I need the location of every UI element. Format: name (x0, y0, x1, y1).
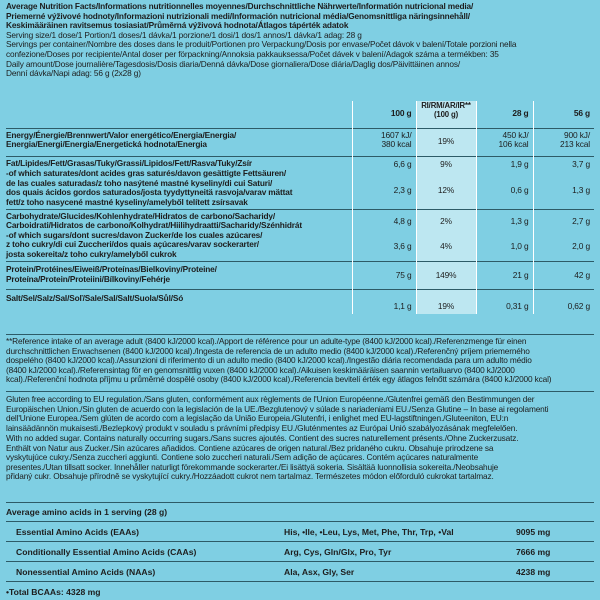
gluten-line: Europäischen Union./Sin gluten de acuerdo con la legislación de la UE./Bezglutenový v súlade s nariadeniami EU./Senza Glutine – In base ai regolamenti (6, 404, 549, 414)
eaa-acids: His, •Ile, •Leu, Lys, Met, Phe, Thr, Trp, •Val (284, 526, 454, 537)
col-28g: 28 g (476, 101, 533, 128)
serving-line-2: Servings per container/Nombre des doses dans le produit/Portionen pro Verpackung/Dosis por envase/Počet dávok v balení/Totale porzioni nella (6, 39, 517, 50)
salt-28g: 0,31 g (476, 290, 533, 314)
nutrition-header (6, 2, 594, 94)
col-100g: 100 g (352, 101, 416, 128)
nutrition-table (6, 101, 594, 314)
salt-100g: 1,1 g (352, 290, 416, 314)
col-ri: RI/RM/AR/IR** (100 g) (416, 101, 476, 128)
serving-line-1: Serving size/1 dose/1 Portion/1 doses/1 dávka/1 porzione/1 dosi/1 dos/1 annos/1 dávka/1 adag: 28 g (6, 29, 362, 40)
divider (6, 334, 594, 335)
col-56g: 56 g (533, 101, 594, 128)
reference-footnote (6, 337, 594, 385)
gluten-line: Gluten free according to EU regulation./Sans gluten, conformément aux règlements de l'Union Européenne./Glutenfrei gemäß den Bestimmungen der (6, 395, 535, 404)
saturates-56g: 1,3 g (533, 169, 594, 209)
reference-line: durchschnittlichen Erwachsenen (8400 kJ/2000 kcal)./Ingesta de referencia de un adulto medio (8400 kJ/2000 kcal)./Referenčný príjem priemerného (6, 346, 530, 356)
energy-100g: 1607 kJ/ 380 kcal (352, 128, 416, 156)
reference-line: kcal)./Referenční hodnota příjmu u průměrné dospělé osoby (8400 kJ/2000 kcal)./Referencia bevitelí érték egy átlagos felnőtt számára (8400 kJ/2000 kcal) (6, 375, 552, 385)
sugars-label (6, 231, 352, 262)
protein-label-line: Protein/Protéines/Eiweiß/Proteínas/Bielkoviny/Proteine/ (6, 264, 217, 275)
sugars-28g: 1,0 g (476, 231, 533, 262)
sugar-line: Enthält von Natur aus Zucker./Sin azúcares añadidos. Contiene azúcares de origen natural./Bez pridaného cukru. Obsahuje prirodzene sa (6, 443, 494, 453)
amino-acid-table (6, 504, 594, 599)
serving-line-4: Daily amount/Dose journalière/Tagesdosis/Dosis diaria/Denná dávka/Dose giornaliera/Dose diária/Daglig dos/Päivittäinen annos/ (6, 58, 460, 69)
sugars-label-line: -of which sugars/dont sucres/davon Zucker/de los cuales azúcares/ (6, 229, 263, 240)
energy-28g: 450 kJ/ 106 kcal (476, 128, 533, 156)
carbohydrate-label-line: Carboidrati/Hidratos de carbono/Kolhydrat/Hiilihydraatti/Sacharidy/Szénhidrát (6, 220, 302, 231)
carbohydrate-label (6, 209, 352, 231)
sugar-line: With no added sugar. Contains naturally occurring sugars./Sans sucres ajoutés. Contient des sucres naturellement présents./Ohne Zuckerzusatz. (6, 434, 519, 443)
eaa-label: Essential Amino Acids (EAAs) (16, 526, 140, 537)
saturates-28g: 0,6 g (476, 169, 533, 209)
sugars-label-line: josta sokereita/z toho cukry/amelyből cukrok (6, 248, 177, 259)
caa-label: Conditionally Essential Amino Acids (CAAs) (16, 546, 197, 557)
saturates-label-line: -of which saturates/dont acides gras saturés/davon gesättigte Fettsäuren/ (6, 168, 286, 179)
sugar-statement (6, 434, 594, 482)
reference-line: **Reference intake of an average adult (8400 kJ/2000 kcal)./Apport de référence pour un adulte-type (8400 kJ/2000 kcal)./Referenzmenge für einen (6, 337, 527, 346)
saturates-100g: 2,3 g (352, 169, 416, 209)
protein-56g: 42 g (533, 262, 594, 290)
reference-line: (8400 kJ/2000 kcal)./Referensintag för en genomsnittlig vuxen (8400 kJ/2000 kcal)./Aikuisen keskimääräisen saannin vertailuarvo (8400 kJ/2000 (6, 365, 515, 375)
salt-ri: 19% (416, 290, 476, 314)
divider (6, 391, 594, 392)
caa-acids: Arg, Cys, Gln/Glx, Pro, Tyr (284, 546, 392, 557)
saturates-label-line: de las cuales saturadas/z toho nasýtené mastné kyseliny/di cui Saturi/ (6, 177, 273, 188)
gluten-statement (6, 395, 594, 433)
fat-ri: 9% (416, 156, 476, 169)
protein-ri: 149% (416, 262, 476, 290)
caa-amount: 7666 mg (516, 546, 551, 557)
fat-label: Fat/Lipides/Fett/Grasas/Tuky/Grassi/Lipidos/Fett/Rasva/Tuky/Zsír (6, 157, 252, 168)
title-line-1: Average Nutrition Facts/Informations nutritionnelles moyennes/Durchschnittliche Nährwerte/Informatión nutricional media/ (6, 1, 474, 11)
carbohydrate-label-line: Carbohydrate/Glucides/Kohlenhydrate/Hidratos de carbono/Sacharidy/ (6, 210, 276, 221)
reference-line: dospelého (8400 kJ/2000 kcal)./Assunzioni di riferimento di un adulto medio (8400 kJ/2000 kcal)./Ingestão diária recomendada para um adulto médio (6, 356, 532, 366)
sugar-line: vyskytujúce cukry./Senza zuccheri aggiunti. Contiene solo zuccheri naturali./Sem adição de açúcares. Contém açúcares naturalmente (6, 453, 479, 463)
divider (6, 502, 594, 503)
saturates-label-line: dos quais ácidos gordos saturados/josta tyydyttyneitä rasvoja/varav mättat (6, 187, 293, 198)
sugar-line: přidaný cukr. Obsahuje přírodně se vyskytující cukry./Hozzáadott cukrot nem tartalmaz. Természetes módon előforduló cukrokat tartalmaz. (6, 472, 494, 482)
amino-title: Average amino acids in 1 serving (28 g) (6, 507, 168, 517)
sugar-line: presentes./Utan tillsatt socker. Innehåller naturligt förekommande sockerarter./Ei lisättyä sokeria. Sisältää luonnollisia sokereita./Neobsahuje (6, 462, 499, 472)
naa-amount: 4238 mg (516, 566, 551, 577)
energy-label-line: Energy/Énergie/Brennwert/Valor energético/Energia/Energia/ (6, 129, 237, 140)
title-line-3: Keskimääräinen ravitsemus tosiasiat/Průměrná výživová hodnota/Átlagos tápérték adatok (6, 20, 349, 31)
saturates-ri: 12% (416, 169, 476, 209)
title-line-2: Priemerné výživové hodnoty/Informazioni nutrizionali medi/Información nutricional média/Genomsnittliga näringsinnehåll/ (6, 10, 470, 21)
energy-ri: 19% (416, 128, 476, 156)
naa-acids: Ala, Asx, Gly, Ser (284, 566, 355, 577)
saturates-label-line: fett/z toho nasycené mastné kyseliny/amelyből telített zsírsavak (6, 196, 248, 207)
protein-label (6, 262, 352, 290)
sugars-ri: 4% (416, 231, 476, 262)
serving-line-5: Denní dávka/Napi adag: 56 g (2x28 g) (6, 68, 141, 79)
sugars-label-line: z toho cukry/di cui Zuccheri/dos quais açúcares/varav sockerarter/ (6, 239, 259, 250)
naa-label: Nonessential Amino Acids (NAAs) (16, 566, 156, 577)
carbohydrate-100g: 4,8 g (352, 209, 416, 231)
sugars-56g: 2,0 g (533, 231, 594, 262)
bcaa-total: •Total BCAAs: 4328 mg (6, 586, 101, 597)
gluten-line: lainsäädännön mukaisesti./Bezlepkový produkt v souladu s právními předpisy EU./Gluténmentes az Európai Unió szabályozásának megfelelően. (6, 423, 518, 433)
fat-100g: 6,6 g (352, 156, 416, 169)
sugars-100g: 3,6 g (352, 231, 416, 262)
carbohydrate-56g: 2,7 g (533, 209, 594, 231)
energy-label-line: Energia/Energi/Energia/Energetická hodnota/Energia (6, 139, 207, 150)
eaa-amount: 9095 mg (516, 526, 551, 537)
energy-label (6, 128, 352, 156)
carbohydrate-28g: 1,3 g (476, 209, 533, 231)
carbohydrate-ri: 2% (416, 209, 476, 231)
fat-28g: 1,9 g (476, 156, 533, 169)
protein-label-line: Proteína/Protein/Proteiini/Bílkoviny/Fehérje (6, 273, 170, 284)
fat-56g: 3,7 g (533, 156, 594, 169)
salt-label: Salt/Sel/Salz/Sal/Soľ/Sale/Sal/Salt/Suola/Sůl/Só (6, 293, 184, 304)
energy-56g: 900 kJ/ 213 kcal (533, 128, 594, 156)
protein-28g: 21 g (476, 262, 533, 290)
gluten-line: dell'Unione Europea./Sem glúten de acordo com a legislação da União Europeia./Glutenfri, i enlighet med EU-lagstiftningen./Gluteeniton, EU:n (6, 414, 509, 424)
protein-100g: 75 g (352, 262, 416, 290)
salt-56g: 0,62 g (533, 290, 594, 314)
saturates-label (6, 169, 352, 209)
serving-line-3: confezione/Doses por recipiente/Antal doser per förpackning/Annoksia pakkauksessa/Počet dávek v balení/Adagok száma a termékben: 35 (6, 48, 499, 59)
